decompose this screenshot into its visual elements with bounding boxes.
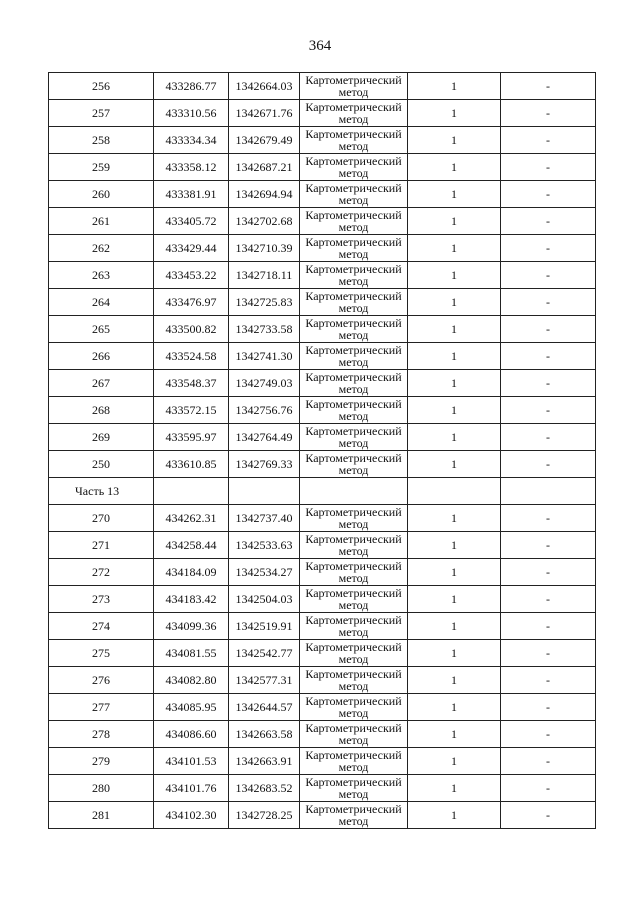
method-text: Картометрический метод: [305, 397, 402, 423]
point-number-cell: 266: [49, 343, 154, 370]
y-coordinate-cell: 1342577.31: [229, 667, 300, 694]
precision-cell: 1: [408, 532, 501, 559]
method-text: Картометрический метод: [305, 127, 402, 153]
x-coordinate-cell: 434262.31: [154, 505, 229, 532]
y-coordinate-cell: 1342664.03: [229, 73, 300, 100]
method-text: Картометрический метод: [305, 343, 402, 369]
method-cell: [300, 208, 408, 235]
point-number-cell: 259: [49, 154, 154, 181]
x-coordinate-cell: 433310.56: [154, 100, 229, 127]
precision-cell: 1: [408, 559, 501, 586]
point-number-cell: 281: [49, 802, 154, 829]
precision-cell: 1: [408, 748, 501, 775]
y-coordinate-cell: 1342533.63: [229, 532, 300, 559]
precision-cell: 1: [408, 721, 501, 748]
description-cell: -: [501, 721, 596, 748]
precision-cell: 1: [408, 397, 501, 424]
y-coordinate-cell: 1342679.49: [229, 127, 300, 154]
x-coordinate-cell: 433548.37: [154, 370, 229, 397]
table-row: [49, 640, 596, 667]
x-coordinate-cell: 434101.53: [154, 748, 229, 775]
x-coordinate-cell: 433572.15: [154, 397, 229, 424]
method-cell: [300, 370, 408, 397]
method-cell: [300, 775, 408, 802]
coordinates-table: [48, 72, 596, 829]
table-row: [49, 451, 596, 478]
method-cell: [300, 316, 408, 343]
precision-cell: 1: [408, 208, 501, 235]
description-cell: -: [501, 397, 596, 424]
x-coordinate-cell: 434085.95: [154, 694, 229, 721]
description-cell: -: [501, 424, 596, 451]
method-cell: [300, 640, 408, 667]
precision-cell: 1: [408, 100, 501, 127]
point-number-cell: 280: [49, 775, 154, 802]
point-number-cell: 260: [49, 181, 154, 208]
empty-cell: [408, 478, 501, 505]
y-coordinate-cell: 1342749.03: [229, 370, 300, 397]
method-cell: [300, 613, 408, 640]
section-label: Часть 13: [49, 478, 154, 505]
method-cell: [300, 721, 408, 748]
table-row: [49, 343, 596, 370]
x-coordinate-cell: 434081.55: [154, 640, 229, 667]
y-coordinate-cell: 1342769.33: [229, 451, 300, 478]
precision-cell: 1: [408, 586, 501, 613]
table-row: [49, 370, 596, 397]
method-cell: [300, 343, 408, 370]
description-cell: -: [501, 775, 596, 802]
table-row: [49, 505, 596, 532]
x-coordinate-cell: 434101.76: [154, 775, 229, 802]
table-row: [49, 235, 596, 262]
method-text: Картометрический метод: [305, 208, 402, 234]
point-number-cell: 274: [49, 613, 154, 640]
empty-cell: [300, 478, 408, 505]
y-coordinate-cell: 1342519.91: [229, 613, 300, 640]
table-row: [49, 316, 596, 343]
precision-cell: 1: [408, 343, 501, 370]
method-text: Картометрический метод: [305, 613, 402, 639]
description-cell: -: [501, 586, 596, 613]
method-cell: [300, 559, 408, 586]
section-row: [49, 478, 596, 505]
method-cell: [300, 154, 408, 181]
y-coordinate-cell: 1342737.40: [229, 505, 300, 532]
description-cell: -: [501, 451, 596, 478]
table-row: [49, 748, 596, 775]
description-cell: -: [501, 235, 596, 262]
table-row: [49, 667, 596, 694]
table-row: [49, 613, 596, 640]
point-number-cell: 264: [49, 289, 154, 316]
precision-cell: 1: [408, 694, 501, 721]
precision-cell: 1: [408, 667, 501, 694]
x-coordinate-cell: 433405.72: [154, 208, 229, 235]
description-cell: -: [501, 559, 596, 586]
y-coordinate-cell: 1342725.83: [229, 289, 300, 316]
table-row: [49, 802, 596, 829]
x-coordinate-cell: 434082.80: [154, 667, 229, 694]
y-coordinate-cell: 1342728.25: [229, 802, 300, 829]
method-text: Картометрический метод: [305, 289, 402, 315]
method-cell: [300, 397, 408, 424]
method-text: Картометрический метод: [305, 640, 402, 666]
y-coordinate-cell: 1342741.30: [229, 343, 300, 370]
y-coordinate-cell: 1342534.27: [229, 559, 300, 586]
method-text: Картометрический метод: [305, 451, 402, 477]
table-row: [49, 721, 596, 748]
table-row: [49, 262, 596, 289]
method-cell: [300, 667, 408, 694]
point-number-cell: 262: [49, 235, 154, 262]
table-row: [49, 424, 596, 451]
method-cell: [300, 802, 408, 829]
y-coordinate-cell: 1342542.77: [229, 640, 300, 667]
method-text: Картометрический метод: [305, 721, 402, 747]
precision-cell: 1: [408, 613, 501, 640]
x-coordinate-cell: 433524.58: [154, 343, 229, 370]
table-row: [49, 154, 596, 181]
x-coordinate-cell: 433381.91: [154, 181, 229, 208]
precision-cell: 1: [408, 640, 501, 667]
precision-cell: 1: [408, 424, 501, 451]
point-number-cell: 256: [49, 73, 154, 100]
description-cell: -: [501, 640, 596, 667]
precision-cell: 1: [408, 262, 501, 289]
x-coordinate-cell: 433429.44: [154, 235, 229, 262]
method-text: Картометрический метод: [305, 694, 402, 720]
x-coordinate-cell: 433358.12: [154, 154, 229, 181]
y-coordinate-cell: 1342504.03: [229, 586, 300, 613]
y-coordinate-cell: 1342663.91: [229, 748, 300, 775]
y-coordinate-cell: 1342694.94: [229, 181, 300, 208]
point-number-cell: 278: [49, 721, 154, 748]
description-cell: -: [501, 667, 596, 694]
method-text: Картометрический метод: [305, 181, 402, 207]
description-cell: -: [501, 100, 596, 127]
description-cell: -: [501, 343, 596, 370]
y-coordinate-cell: 1342710.39: [229, 235, 300, 262]
precision-cell: 1: [408, 316, 501, 343]
y-coordinate-cell: 1342718.11: [229, 262, 300, 289]
method-text: Картометрический метод: [305, 235, 402, 261]
x-coordinate-cell: 433476.97: [154, 289, 229, 316]
method-text: Картометрический метод: [305, 262, 402, 288]
coordinates-table-body: [49, 73, 596, 829]
y-coordinate-cell: 1342671.76: [229, 100, 300, 127]
point-number-cell: 271: [49, 532, 154, 559]
x-coordinate-cell: 433500.82: [154, 316, 229, 343]
empty-cell: [501, 478, 596, 505]
description-cell: -: [501, 154, 596, 181]
method-text: Картометрический метод: [305, 505, 402, 531]
x-coordinate-cell: 434099.36: [154, 613, 229, 640]
page-number: 364: [308, 38, 332, 54]
method-text: Картометрический метод: [305, 154, 402, 180]
y-coordinate-cell: 1342687.21: [229, 154, 300, 181]
precision-cell: 1: [408, 127, 501, 154]
y-coordinate-cell: 1342663.58: [229, 721, 300, 748]
description-cell: -: [501, 73, 596, 100]
point-number-cell: 276: [49, 667, 154, 694]
x-coordinate-cell: 433334.34: [154, 127, 229, 154]
description-cell: -: [501, 505, 596, 532]
method-text: Картометрический метод: [305, 316, 402, 342]
description-cell: -: [501, 694, 596, 721]
description-cell: -: [501, 370, 596, 397]
method-cell: [300, 451, 408, 478]
table-row: [49, 397, 596, 424]
table-row: [49, 208, 596, 235]
y-coordinate-cell: 1342683.52: [229, 775, 300, 802]
precision-cell: 1: [408, 370, 501, 397]
method-text: Картометрический метод: [305, 586, 402, 612]
y-coordinate-cell: 1342733.58: [229, 316, 300, 343]
point-number-cell: 263: [49, 262, 154, 289]
table-row: [49, 559, 596, 586]
method-text: Картометрический метод: [305, 424, 402, 450]
method-text: Картометрический метод: [305, 802, 402, 828]
method-text: Картометрический метод: [305, 100, 402, 126]
point-number-cell: 279: [49, 748, 154, 775]
table-row: [49, 127, 596, 154]
x-coordinate-cell: 434102.30: [154, 802, 229, 829]
method-cell: [300, 694, 408, 721]
method-cell: [300, 181, 408, 208]
table-row: [49, 775, 596, 802]
description-cell: -: [501, 802, 596, 829]
description-cell: -: [501, 748, 596, 775]
point-number-cell: 272: [49, 559, 154, 586]
method-cell: [300, 235, 408, 262]
description-cell: -: [501, 262, 596, 289]
description-cell: -: [501, 613, 596, 640]
description-cell: -: [501, 181, 596, 208]
method-cell: [300, 586, 408, 613]
table-row: [49, 289, 596, 316]
empty-cell: [154, 478, 229, 505]
method-cell: [300, 424, 408, 451]
point-number-cell: 261: [49, 208, 154, 235]
point-number-cell: 250: [49, 451, 154, 478]
method-cell: [300, 73, 408, 100]
description-cell: -: [501, 208, 596, 235]
x-coordinate-cell: 434086.60: [154, 721, 229, 748]
point-number-cell: 265: [49, 316, 154, 343]
method-text: Картометрический метод: [305, 667, 402, 693]
point-number-cell: 267: [49, 370, 154, 397]
method-text: Картометрический метод: [305, 370, 402, 396]
table-row: [49, 532, 596, 559]
method-cell: [300, 262, 408, 289]
point-number-cell: 268: [49, 397, 154, 424]
x-coordinate-cell: 433610.85: [154, 451, 229, 478]
method-text: Картометрический метод: [305, 559, 402, 585]
description-cell: -: [501, 289, 596, 316]
method-cell: [300, 127, 408, 154]
table-row: [49, 694, 596, 721]
empty-cell: [229, 478, 300, 505]
method-cell: [300, 289, 408, 316]
description-cell: -: [501, 532, 596, 559]
precision-cell: 1: [408, 802, 501, 829]
y-coordinate-cell: 1342644.57: [229, 694, 300, 721]
table-row: [49, 181, 596, 208]
method-text: Картометрический метод: [305, 775, 402, 801]
method-cell: [300, 505, 408, 532]
table-row: [49, 73, 596, 100]
precision-cell: 1: [408, 289, 501, 316]
y-coordinate-cell: 1342702.68: [229, 208, 300, 235]
x-coordinate-cell: 434184.09: [154, 559, 229, 586]
precision-cell: 1: [408, 235, 501, 262]
precision-cell: 1: [408, 775, 501, 802]
precision-cell: 1: [408, 73, 501, 100]
y-coordinate-cell: 1342756.76: [229, 397, 300, 424]
method-text: Картометрический метод: [305, 532, 402, 558]
point-number-cell: 258: [49, 127, 154, 154]
point-number-cell: 257: [49, 100, 154, 127]
x-coordinate-cell: 433453.22: [154, 262, 229, 289]
description-cell: -: [501, 127, 596, 154]
x-coordinate-cell: 434258.44: [154, 532, 229, 559]
x-coordinate-cell: 433595.97: [154, 424, 229, 451]
method-text: Картометрический метод: [305, 748, 402, 774]
precision-cell: 1: [408, 505, 501, 532]
method-cell: [300, 532, 408, 559]
x-coordinate-cell: 434183.42: [154, 586, 229, 613]
precision-cell: 1: [408, 451, 501, 478]
point-number-cell: 275: [49, 640, 154, 667]
description-cell: -: [501, 316, 596, 343]
point-number-cell: 270: [49, 505, 154, 532]
table-row: [49, 586, 596, 613]
precision-cell: 1: [408, 181, 501, 208]
method-cell: [300, 100, 408, 127]
x-coordinate-cell: 433286.77: [154, 73, 229, 100]
precision-cell: 1: [408, 154, 501, 181]
y-coordinate-cell: 1342764.49: [229, 424, 300, 451]
point-number-cell: 273: [49, 586, 154, 613]
method-text: Картометрический метод: [305, 73, 402, 99]
table-row: [49, 100, 596, 127]
method-cell: [300, 748, 408, 775]
point-number-cell: 277: [49, 694, 154, 721]
point-number-cell: 269: [49, 424, 154, 451]
